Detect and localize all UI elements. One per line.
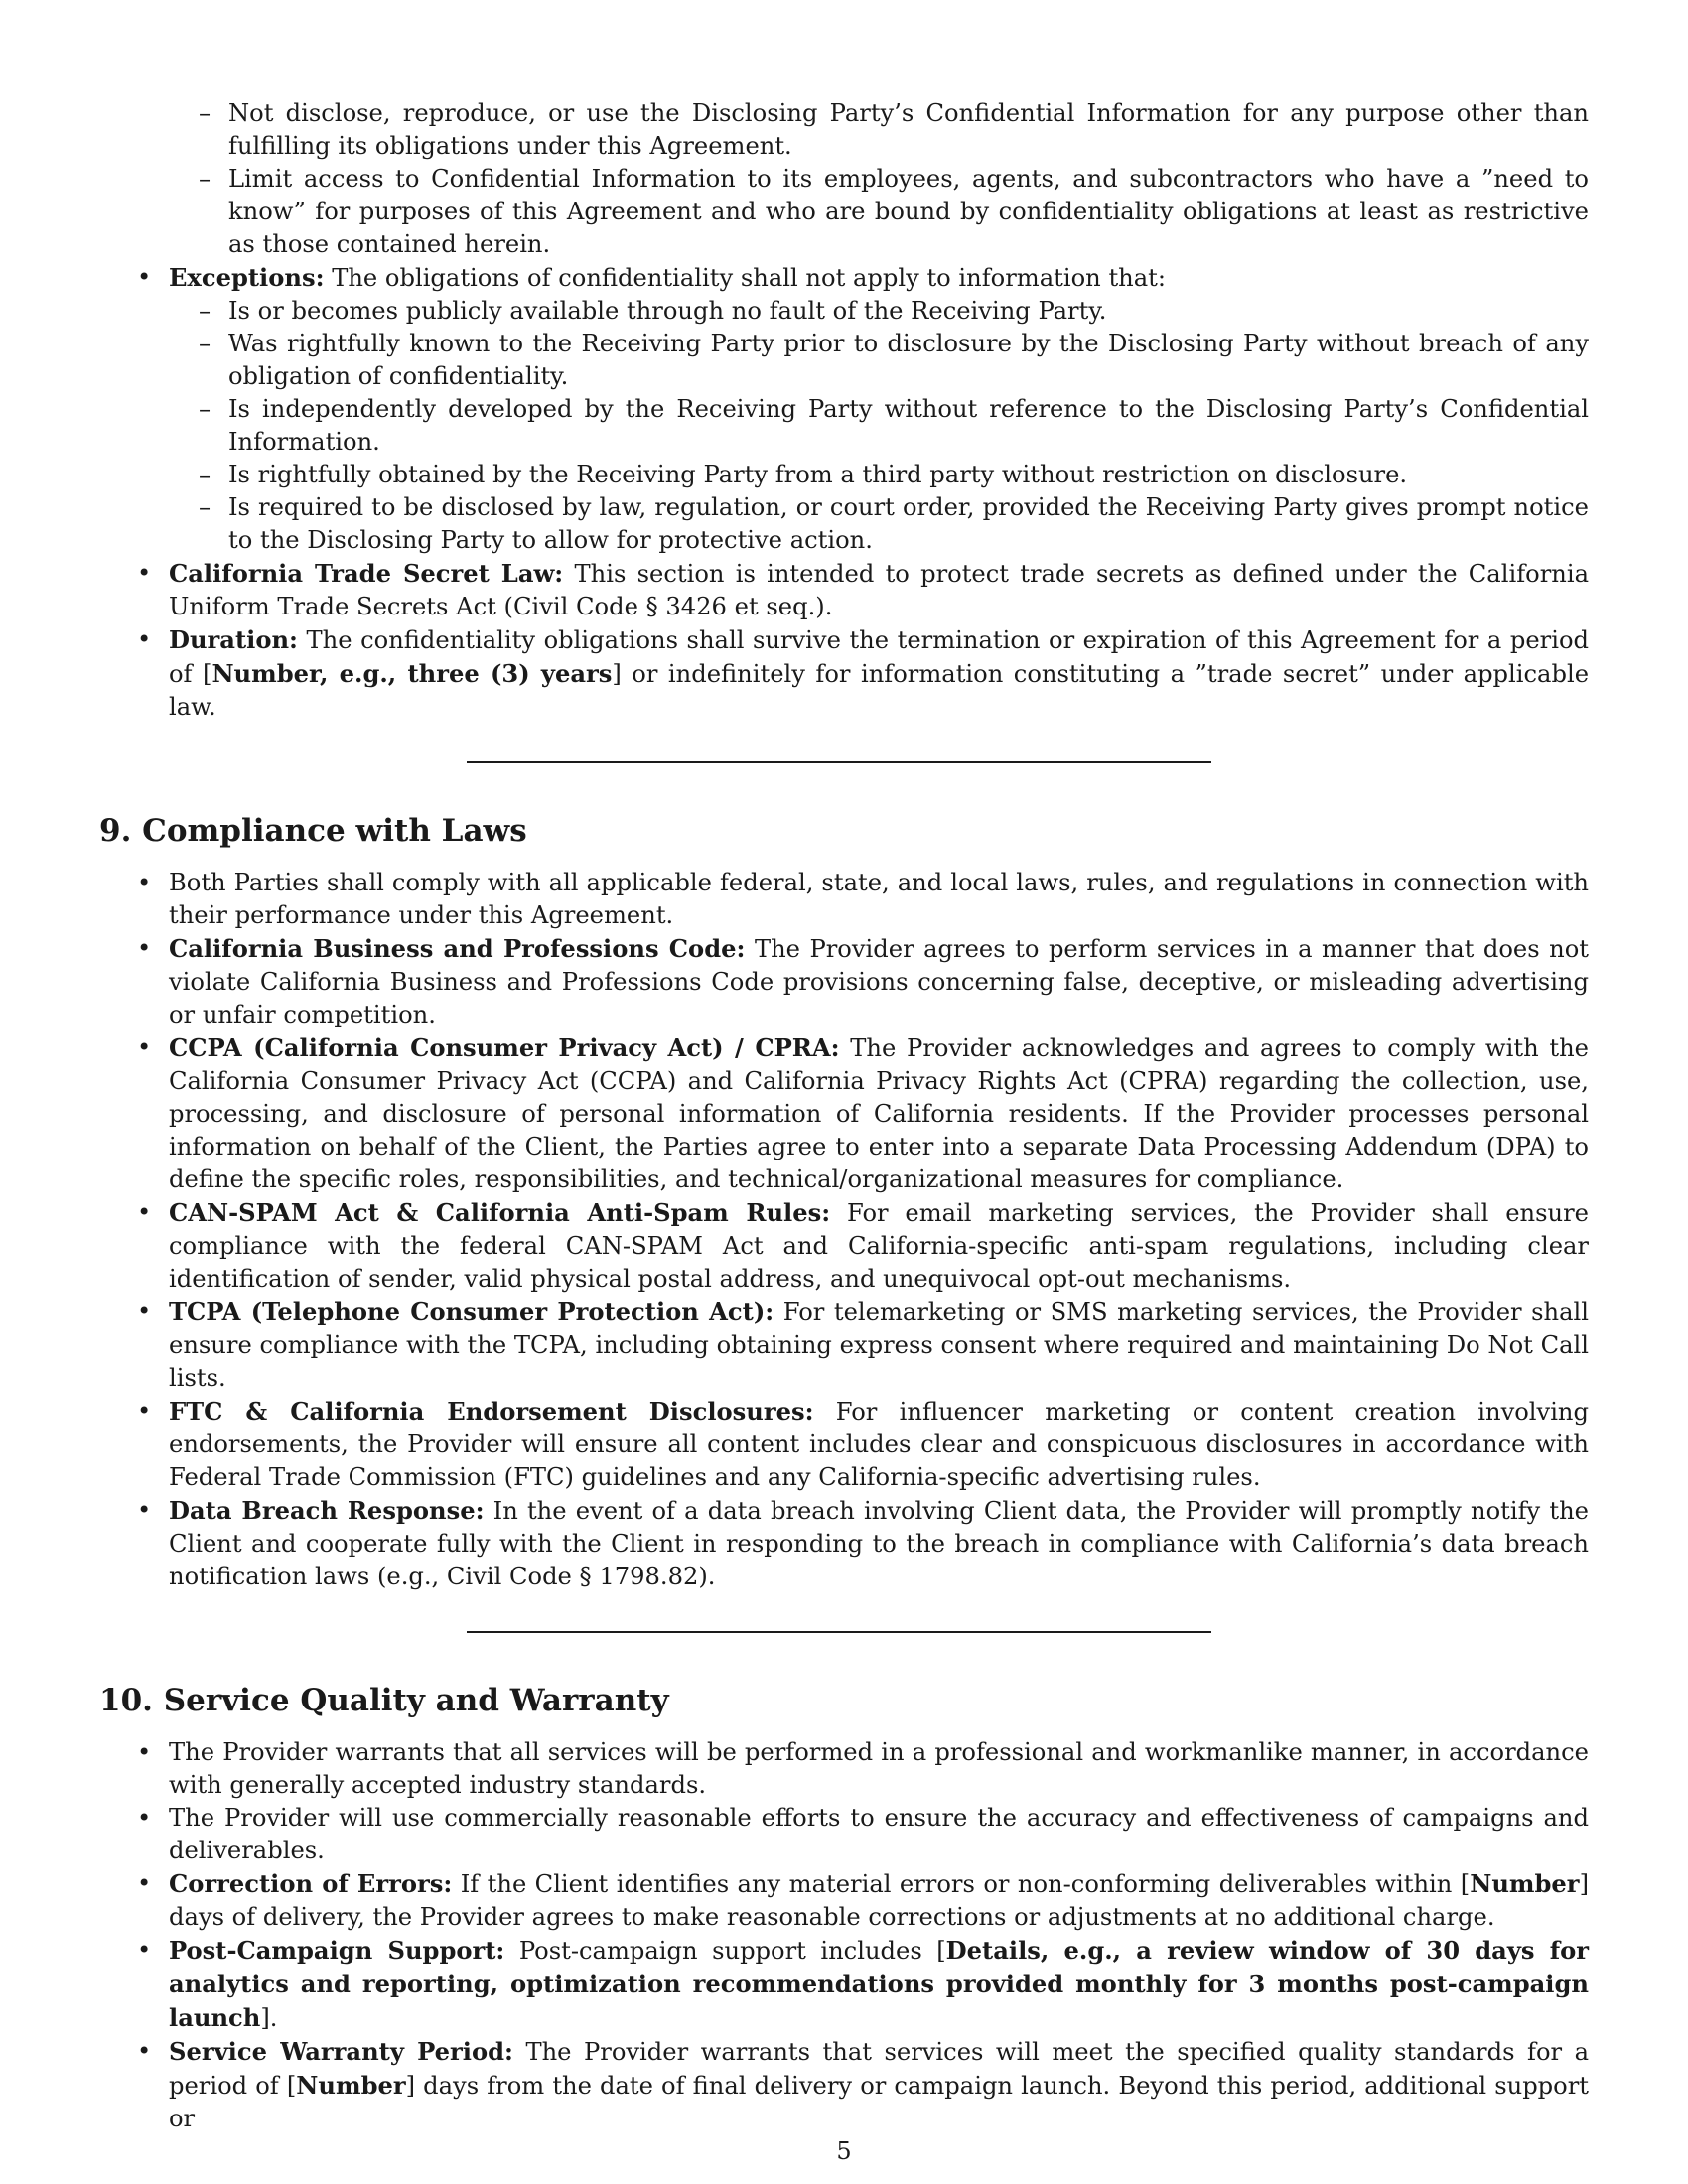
item-lead: Post-Campaign Support: <box>169 1936 505 1965</box>
item-text: In the event of a data breach involving Client data, the Provider will promptly notify the Client and cooperate fully with the Client in responding to the breach in compliance with California’s data breach notification laws (e.g., Civil Code § 1798.82). <box>169 1497 1589 1590</box>
list-item <box>133 1395 1589 1494</box>
page-number: 5 <box>836 2137 852 2165</box>
list-item: • The Provider will use commercially reasonable efforts to ensure the accuracy and effectiveness of campaigns and deliverables. <box>133 1802 1589 1867</box>
list-item: – Is independently developed by the Receiving Party without reference to the Disclosing Party’s Confidential Information. <box>133 393 1589 459</box>
item-text-end: ] days of delivery, the Provider agrees to make reasonable corrections or adjustments at no additional charge. <box>169 1870 1589 1931</box>
duration-lead: Duration: <box>169 625 298 654</box>
exceptions-sublist <box>133 295 1589 557</box>
item-text-end: ] days from the date of final delivery or campaign launch. Beyond this period, additional support or <box>169 2072 1590 2132</box>
list-item: • Both Parties shall comply with all applicable federal, state, and local laws, rules, and regulations in connection with their performance under this Agreement. <box>133 867 1589 932</box>
item-text: The Provider acknowledges and agrees to comply with the California Consumer Privacy Act (CCPA) and California Privacy Rights Act (CPRA) regarding the collection, use, processing, and disclosure of personal information of California residents. If the Provider processes personal information on behalf of the Client, the Parties agree to enter into a separate Data Processing Addendum (DPA) to define the specific roles, responsibilities, and technical/organizational measures for compliance. <box>169 1034 1589 1193</box>
trade-secret-item <box>133 557 1589 623</box>
item-text: For email marketing services, the Provider shall ensure compliance with the federal CAN-SPAM Act and California-specific anti-spam regulations, including clear identification of sender, valid physical postal address, and unequivocal opt-out mechanisms. <box>169 1199 1589 1293</box>
item-text: The Provider warrants that services will meet the specified quality standards for a period of [ <box>169 2038 1589 2100</box>
item-text-end: ]. <box>260 2004 278 2032</box>
duration-text-end: ] or indefinitely for information constituting a ”trade secret” under applicable law. <box>169 660 1590 721</box>
list-item: • The Provider warrants that all services will be performed in a professional and workmanlike manner, in accordance with generally accepted industry standards. <box>133 1736 1589 1802</box>
list-item <box>133 2035 1589 2135</box>
list-item <box>133 1867 1589 1934</box>
item-lead: California Business and Professions Code: <box>169 934 746 963</box>
duration-placeholder: Number, e.g., three (3) years <box>211 659 613 688</box>
obligations-sublist <box>133 97 1589 261</box>
list-item <box>133 1494 1589 1593</box>
list-item <box>133 1934 1589 2035</box>
item-lead: Service Warranty Period: <box>169 2037 513 2066</box>
item-placeholder: Number <box>296 2071 406 2100</box>
section-9-list <box>133 867 1589 1593</box>
item-lead: Data Breach Response: <box>169 1496 485 1525</box>
item-placeholder: Number <box>1470 1869 1580 1898</box>
trade-secret-text: This section is intended to protect trade secrets as defined under the California Uniform Trade Secrets Act (Civil Code § 3426 et seq.). <box>169 560 1590 620</box>
item-lead: FTC & California Endorsement Disclosures: <box>169 1397 814 1426</box>
list-item: – Was rightfully known to the Receiving Party prior to disclosure by the Disclosing Party without breach of any obligation of confidentiality. <box>133 328 1589 393</box>
page-content <box>99 97 1590 2135</box>
exceptions-lead: Exceptions: <box>169 263 325 292</box>
list-item: – Is required to be disclosed by law, regulation, or court order, provided the Receiving Party gives prompt notice to the Disclosing Party to allow for protective action. <box>133 491 1589 557</box>
section-divider <box>467 1631 1211 1633</box>
exceptions-text: The obligations of confidentiality shall not apply to information that: <box>324 264 1167 292</box>
item-lead: TCPA (Telephone Consumer Protection Act): <box>169 1297 774 1326</box>
exceptions-item <box>133 261 1589 557</box>
item-text: Post-campaign support includes [ <box>504 1937 946 1965</box>
list-item: – Limit access to Confidential Information to its employees, agents, and subcontractors who have a ”need to know” for purposes of this Agreement and who are bound by confidentiality obligations at least as restrictive as those contained herein. <box>133 163 1589 261</box>
section-9-title: 9. Compliance with Laws <box>99 813 527 849</box>
list-item <box>133 932 1589 1031</box>
item-text: The Provider agrees to perform services in a manner that does not violate California Business and Professions Code provisions concerning false, deceptive, or misleading advertising or unfair competition. <box>169 935 1590 1028</box>
duration-item <box>133 623 1589 724</box>
trade-secret-lead: California Trade Secret Law: <box>169 559 564 588</box>
section-10-list <box>133 1736 1589 2135</box>
list-item: – Not disclose, reproduce, or use the Disclosing Party’s Confidential Information for any purpose other than fulfilling its obligations under this Agreement. <box>133 97 1589 163</box>
item-lead: CCPA (California Consumer Privacy Act) / CPRA: <box>169 1033 840 1062</box>
list-item <box>133 1031 1589 1196</box>
item-text: For telemarketing or SMS marketing services, the Provider shall ensure compliance with the TCPA, including obtaining express consent where required and maintaining Do Not Call lists. <box>169 1298 1590 1392</box>
confidentiality-bullets <box>133 261 1589 724</box>
item-placeholder: Details, e.g., a review window of 30 days for analytics and reporting, optimization recommendations provided monthly for 3 months post-campaign launch <box>169 1936 1590 2032</box>
item-text: If the Client identifies any material errors or non-conforming deliverables within [ <box>452 1870 1471 1898</box>
duration-text: The confidentiality obligations shall survive the termination or expiration of this Agreement for a period of [ <box>169 626 1589 688</box>
item-lead: CAN-SPAM Act & California Anti-Spam Rules: <box>169 1198 831 1227</box>
section-divider <box>467 761 1211 763</box>
list-item: – Is or becomes publicly available through no fault of the Receiving Party. <box>133 295 1589 328</box>
list-item: – Is rightfully obtained by the Receiving Party from a third party without restriction on disclosure. <box>133 459 1589 491</box>
item-text: For influencer marketing or content creation involving endorsements, the Provider will ensure all content includes clear and conspicuous disclosures in accordance with Federal Trade Commission (FTC) guidelines and any California-specific advertising rules. <box>169 1398 1589 1491</box>
section-10-title: 10. Service Quality and Warranty <box>99 1683 669 1718</box>
item-lead: Correction of Errors: <box>169 1869 453 1898</box>
list-item <box>133 1196 1589 1296</box>
list-item <box>133 1296 1589 1395</box>
